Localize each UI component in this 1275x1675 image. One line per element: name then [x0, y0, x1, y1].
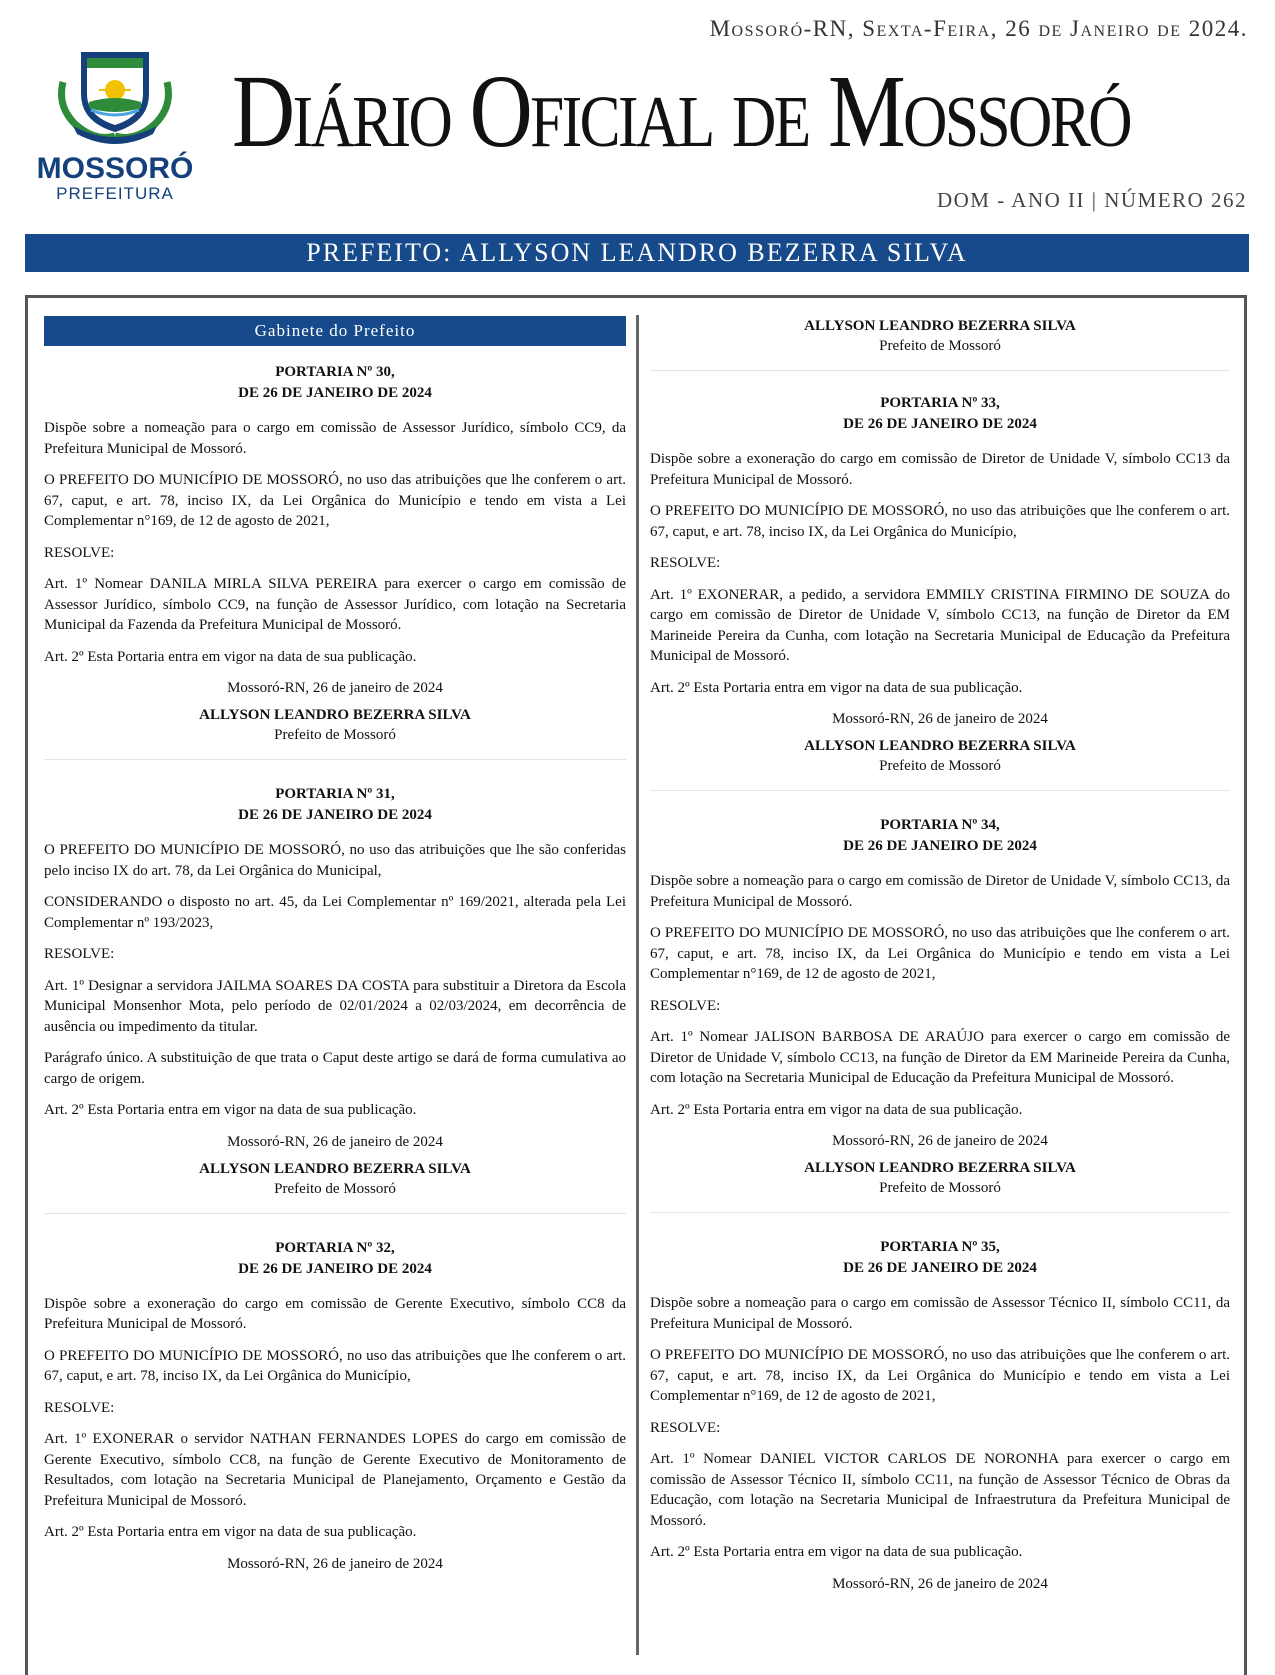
edition-number: DOM - ANO II | NÚMERO 262 [936, 188, 1247, 212]
portaria-heading [650, 815, 1230, 857]
page-header [0, 0, 1275, 290]
portaria-33 [650, 393, 1230, 791]
paragraph: CONSIDERANDO o disposto no art. 45, da Lei Complementar nº 169/2021, alterada pela Lei Complementar nº 193/2023, [44, 894, 626, 931]
signature-name: ALLYSON LEANDRO BEZERRA SILVA [804, 1160, 1076, 1176]
paragraph: O PREFEITO DO MUNICÍPIO DE MOSSORÓ, no uso das atribuições que lhe conferem o art. 67, caput, e art. 78, inciso IX, da Lei Orgânica do Município e tendo em vista a Lei Complementar n°169, de 12 de agosto de 2021, [650, 1347, 1230, 1404]
paragraph: Art. 2º Esta Portaria entra em vigor na data de sua publicação. [650, 1101, 1023, 1118]
issue-date: Mossoró-RN, Sexta-Feira, 26 de Janeiro de 2024. [709, 16, 1248, 41]
signature-name: ALLYSON LEANDRO BEZERRA SILVA [804, 738, 1076, 754]
signature-role: Prefeito de Mossoró [879, 338, 1001, 354]
portaria-32 [44, 1238, 626, 1595]
portaria-heading [44, 784, 626, 826]
portaria-34 [650, 815, 1230, 1213]
paragraph: RESOLVE: [44, 946, 115, 962]
paragraph: Art. 1º EXONERAR o servidor NATHAN FERNANDES LOPES do cargo em comissão de Gerente Executivo, símbolo CC8, na função de Gerente Executivo de Monitoramento de Resultados, com lotação na Secretaria Municipal de Planejamento, Orçamento e Gestão da Prefeitura Municipal de Mossoró. [44, 1431, 626, 1509]
paragraph: O PREFEITO DO MUNICÍPIO DE MOSSORÓ, no uso das atribuições que lhe são conferidas pelo inciso IX do art. 78, da Lei Orgânica do Municipal, [44, 842, 626, 879]
paragraph: RESOLVE: [44, 1399, 115, 1416]
logo-subtitle: PREFEITURA [56, 184, 174, 203]
paragraph: Art. 1º Designar a servidora JAILMA SOARES DA COSTA para substituir a Diretora da Escola Municipal Monsenhor Mota, pelo período de 02/01/2024 a 02/03/2024, em decorrência de ausência ou impedimento da titular. [44, 977, 626, 1035]
portaria-heading [650, 1237, 1230, 1279]
paragraph: O PREFEITO DO MUNICÍPIO DE MOSSORÓ, no uso das atribuições que lhe conferem o art. 67, caput, e art. 78, inciso IX, da Lei Orgânica do Município, [650, 503, 1230, 540]
paragraph: RESOLVE: [650, 555, 721, 571]
mayor-banner: PREFEITO: ALLYSON LEANDRO BEZERRA SILVA [25, 234, 1249, 272]
paragraph: O PREFEITO DO MUNICÍPIO DE MOSSORÓ, no uso das atribuições que lhe conferem o art. 67, caput, e art. 78, inciso IX, da Lei Orgânica do Município, [44, 1347, 626, 1384]
paragraph: Art. 2º Esta Portaria entra em vigor na data de sua publicação. [44, 1102, 417, 1118]
paragraph: Art. 1º Nomear DANILA MIRLA SILVA PEREIRA para exercer o cargo em comissão de Assessor Jurídico, símbolo CC9, na função de Assessor Jurídico, com lotação na Secretaria Municipal da Fazenda da Prefeitura Municipal de Mossoró. [44, 576, 626, 633]
right-column [650, 316, 1230, 1639]
paragraph: Dispõe sobre a nomeação para o cargo em comissão de Assessor Jurídico, símbolo CC9, da Prefeitura Municipal de Mossoró. [44, 420, 626, 457]
paragraph: RESOLVE: [650, 997, 721, 1014]
portaria-heading [44, 1238, 626, 1280]
portaria-heading [650, 393, 1230, 435]
portaria-date: DE 26 DE JANEIRO DE 2024 [238, 385, 432, 401]
portaria-number: PORTARIA Nº 31, [275, 786, 395, 802]
signature-role: Prefeito de Mossoró [274, 727, 396, 743]
paragraph: Art. 2º Esta Portaria entra em vigor na data de sua publicação. [650, 679, 1023, 696]
paragraph: Art. 2º Esta Portaria entra em vigor na data de sua publicação. [44, 1524, 417, 1540]
municipal-coat-of-arms-icon [55, 44, 175, 144]
signature-name: ALLYSON LEANDRO BEZERRA SILVA [199, 707, 471, 723]
portaria-number: PORTARIA Nº 30, [275, 364, 395, 380]
paragraph: O PREFEITO DO MUNICÍPIO DE MOSSORÓ, no uso das atribuições que lhe conferem o art. 67, caput, e art. 78, inciso IX, da Lei Orgânica do Município e tendo em vista a Lei Complementar n°169, de 12 de agosto de 2021, [44, 472, 626, 529]
portaria-date: DE 26 DE JANEIRO DE 2024 [843, 838, 1037, 854]
paragraph: RESOLVE: [650, 1419, 721, 1436]
paragraph: RESOLVE: [44, 544, 115, 561]
portaria-date: DE 26 DE JANEIRO DE 2024 [238, 807, 432, 823]
signature-date: Mossoró-RN, 26 de janeiro de 2024 [832, 1575, 1048, 1592]
signature-date: Mossoró-RN, 26 de janeiro de 2024 [227, 680, 443, 696]
portaria-date: DE 26 DE JANEIRO DE 2024 [238, 1260, 432, 1277]
signature-role: Prefeito de Mossoró [879, 758, 1001, 774]
column-divider [636, 315, 639, 1655]
masthead-title: Diário Oficial de Mossoró [232, 54, 1130, 169]
section-title: Gabinete do Prefeito [44, 316, 626, 346]
signature-date: Mossoró-RN, 26 de janeiro de 2024 [227, 1555, 443, 1572]
logo-name: MOSSORÓ [36, 152, 194, 185]
paragraph: Art. 2º Esta Portaria entra em vigor na data de sua publicação. [650, 1544, 1023, 1560]
left-column [44, 316, 626, 1619]
portaria-35 [650, 1237, 1230, 1615]
portaria-number: PORTARIA Nº 34, [880, 817, 1000, 833]
signature-date: Mossoró-RN, 26 de janeiro de 2024 [832, 711, 1048, 727]
portaria-32-signature-continued [650, 316, 1230, 371]
portaria-31 [44, 784, 626, 1214]
signature-name: ALLYSON LEANDRO BEZERRA SILVA [199, 1160, 471, 1177]
portaria-date: DE 26 DE JANEIRO DE 2024 [843, 416, 1037, 432]
prefeitura-logo [24, 44, 206, 204]
portaria-30 [44, 362, 626, 760]
portaria-number: PORTARIA Nº 32, [275, 1239, 395, 1256]
portaria-number: PORTARIA Nº 35, [880, 1239, 1000, 1255]
signature-name: ALLYSON LEANDRO BEZERRA SILVA [804, 318, 1076, 334]
paragraph: Art. 2º Esta Portaria entra em vigor na data de sua publicação. [44, 648, 417, 665]
paragraph: O PREFEITO DO MUNICÍPIO DE MOSSORÓ, no uso das atribuições que lhe conferem o art. 67, caput, e art. 78, inciso IX, da Lei Orgânica do Município e tendo em vista a Lei Complementar n°169, de 12 de agosto de 2021, [650, 925, 1230, 982]
signature-role: Prefeito de Mossoró [274, 1180, 396, 1197]
paragraph: Dispõe sobre a exoneração do cargo em comissão de Diretor de Unidade V, símbolo CC13 da Prefeitura Municipal de Mossoró. [650, 451, 1230, 488]
signature-date: Mossoró-RN, 26 de janeiro de 2024 [227, 1133, 443, 1150]
paragraph: Dispõe sobre a nomeação para o cargo em comissão de Diretor de Unidade V, símbolo CC13, da Prefeitura Municipal de Mossoró. [650, 873, 1230, 910]
paragraph: Art. 1º Nomear JALISON BARBOSA DE ARAÚJO para exercer o cargo em comissão de Diretor de Unidade V, símbolo CC13, na função de Diretor da EM Marineide Pereira da Cunha, com lotação na Secretaria Municipal de Educação da Prefeitura Municipal de Mossoró. [650, 1029, 1230, 1086]
portaria-heading [44, 362, 626, 404]
paragraph: Dispõe sobre a exoneração do cargo em comissão de Gerente Executivo, símbolo CC8 da Prefeitura Municipal de Mossoró. [44, 1295, 626, 1332]
portaria-date: DE 26 DE JANEIRO DE 2024 [843, 1260, 1037, 1276]
signature-date: Mossoró-RN, 26 de janeiro de 2024 [832, 1133, 1048, 1149]
paragraph: Art. 1º Nomear DANIEL VICTOR CARLOS DE NORONHA para exercer o cargo em comissão de Assessor Técnico II, símbolo CC11, na função de Assessor Técnico de Obras da Educação, com lotação na Secretaria Municipal de Infraestrutura da Prefeitura Municipal de Mossoró. [650, 1451, 1230, 1529]
paragraph: Art. 1º EXONERAR, a pedido, a servidora EMMILY CRISTINA FIRMINO DE SOUZA do cargo em comissão de Diretor de Unidade V, símbolo CC13, na função de Diretor da EM Marineide Pereira da Cunha, com lotação na Secretaria Municipal de Educação da Prefeitura Municipal de Mossoró. [650, 586, 1230, 664]
paragraph: Dispõe sobre a nomeação para o cargo em comissão de Assessor Técnico II, símbolo CC11, da Prefeitura Municipal de Mossoró. [650, 1295, 1230, 1332]
paragraph: Parágrafo único. A substituição de que trata o Caput deste artigo se dará de forma cumulativa ao cargo de origem. [44, 1050, 626, 1087]
portaria-number: PORTARIA Nº 33, [880, 395, 1000, 411]
signature-role: Prefeito de Mossoró [879, 1180, 1001, 1196]
